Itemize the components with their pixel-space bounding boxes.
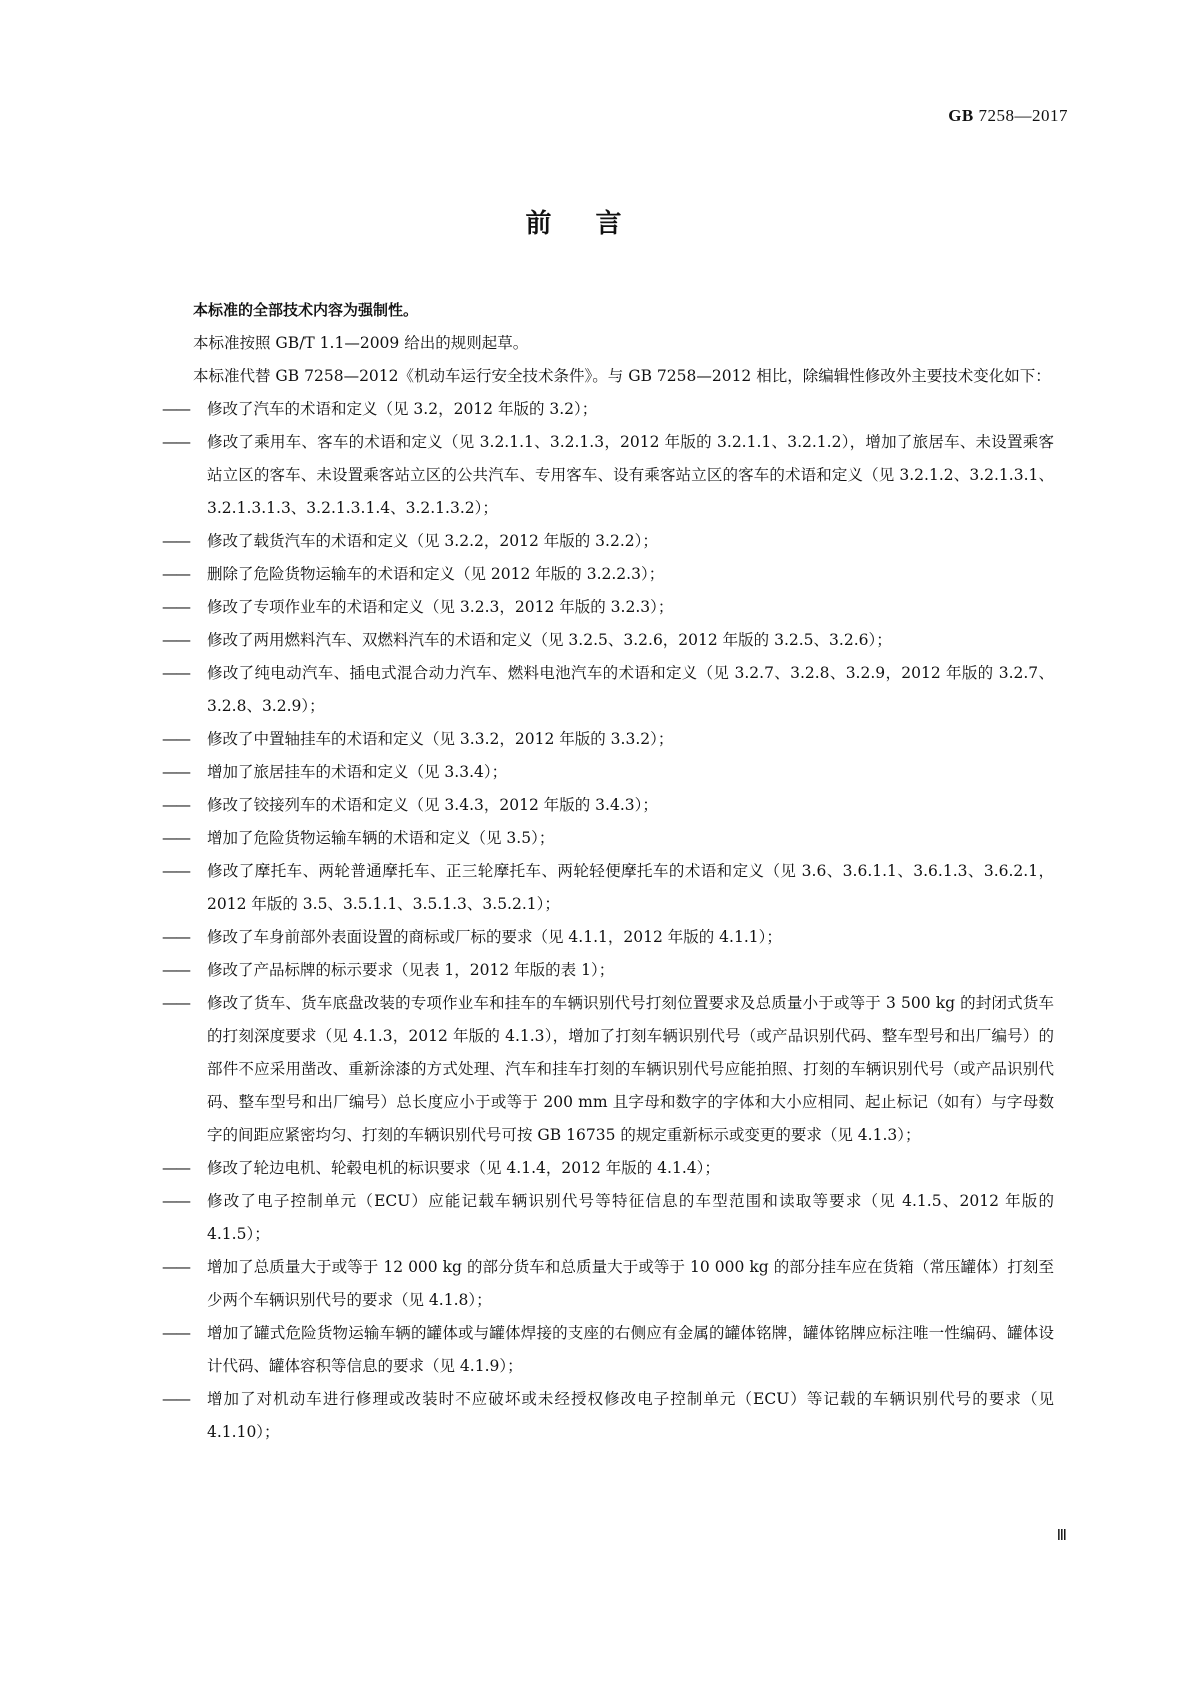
foreword-body — [162, 294, 1054, 1449]
dash-marker: —— — [162, 928, 189, 946]
dash-marker: —— — [162, 1324, 189, 1342]
changes-list — [162, 393, 1054, 1449]
list-item — [162, 1317, 1054, 1383]
list-item-text: 修改了轮边电机、轮毂电机的标识要求（见 4.1.4，2012 年版的 4.1.4）； — [207, 1159, 720, 1177]
mandatory-statement: 本标准的全部技术内容为强制性。 — [193, 301, 419, 319]
list-item-text: 增加了旅居挂车的术语和定义（见 3.3.4）； — [207, 763, 508, 781]
list-item-text: 修改了汽车的术语和定义（见 3.2，2012 年版的 3.2）； — [207, 400, 598, 418]
list-item — [162, 789, 1054, 822]
list-item-text: 修改了纯电动汽车、插电式混合动力汽车、燃料电池汽车的术语和定义（见 3.2.7、3.2.8、3.2.9，2012 年版的 3.2.7、3.2.8、3.2.9）； — [207, 664, 1054, 715]
list-item — [162, 393, 1054, 426]
list-item — [162, 921, 1054, 954]
dash-marker: —— — [162, 994, 189, 1012]
list-item — [162, 855, 1054, 921]
list-item-text: 删除了危险货物运输车的术语和定义（见 2012 年版的 3.2.2.3）； — [207, 565, 665, 583]
list-item-text: 修改了乘用车、客车的术语和定义（见 3.2.1.1、3.2.1.3，2012 年版的 3.2.1.1、3.2.1.2），增加了旅居车、未设置乘客站立区的客车、未设置乘客站立区的公共汽车、专用客车、设有乘客站立区的客车的术语和定义（见 3.2.1.2、3.2.1.3.1、3.2.1.3.1.3、3.2.1.3.1.4、3.2.1.3.2）； — [207, 433, 1054, 517]
standard-code-number: 7258—2017 — [978, 106, 1068, 125]
list-item — [162, 591, 1054, 624]
dash-marker: —— — [162, 1159, 189, 1177]
list-item-text: 修改了产品标牌的标示要求（见表 1，2012 年版的表 1）； — [207, 961, 615, 979]
list-item-text: 修改了铰接列车的术语和定义（见 3.4.3，2012 年版的 3.4.3）； — [207, 796, 658, 814]
drafting-rule-statement: 本标准按照 GB/T 1.1—2009 给出的规则起草。 — [193, 334, 529, 352]
list-item — [162, 1152, 1054, 1185]
list-item-text: 修改了载货汽车的术语和定义（见 3.2.2，2012 年版的 3.2.2）； — [207, 532, 658, 550]
dash-marker: —— — [162, 1258, 189, 1276]
list-item — [162, 624, 1054, 657]
dash-marker: —— — [162, 763, 189, 781]
list-item-text: 修改了电子控制单元（ECU）应能记载车辆识别代号等特征信息的车型范围和读取等要求（见 4.1.5、2012 年版的 4.1.5）； — [207, 1192, 1054, 1243]
page-title: 前言 — [525, 209, 666, 239]
list-item — [162, 1383, 1054, 1449]
list-item-text: 增加了危险货物运输车辆的术语和定义（见 3.5）； — [207, 829, 555, 847]
dash-marker: —— — [162, 796, 189, 814]
standard-code-prefix: GB — [948, 106, 974, 125]
list-item-text: 增加了总质量大于或等于 12 000 kg 的部分货车和总质量大于或等于 10 000 kg 的部分挂车应在货箱（常压罐体）打刻至少两个车辆识别代号的要求（见 4.1.8）； — [207, 1258, 1054, 1309]
list-item-text: 修改了两用燃料汽车、双燃料汽车的术语和定义（见 3.2.5、3.2.6，2012 年版的 3.2.5、3.2.6）； — [207, 631, 892, 649]
list-item — [162, 1185, 1054, 1251]
list-item-text: 修改了摩托车、两轮普通摩托车、正三轮摩托车、两轮轻便摩托车的术语和定义（见 3.6、3.6.1.1、3.6.1.3、3.6.2.1，2012 年版的 3.5、3.5.1.1、3.5.1.3、3.5.2.1）； — [207, 862, 1054, 913]
list-item — [162, 756, 1054, 789]
dash-marker: —— — [162, 565, 189, 583]
list-item — [162, 822, 1054, 855]
dash-marker: —— — [162, 631, 189, 649]
list-item — [162, 954, 1054, 987]
replacement-statement: 本标准代替 GB 7258—2012《机动车运行安全技术条件》。与 GB 7258—2012 相比，除编辑性修改外主要技术变化如下： — [193, 367, 1051, 385]
list-item-text: 修改了货车、货车底盘改装的专项作业车和挂车的车辆识别代号打刻位置要求及总质量小于或等于 3 500 kg 的封闭式货车的打刻深度要求（见 4.1.3，2012 年版的 4.1.3），增加了打刻车辆识别代号（或产品识别代码、整车型号和出厂编号）的部件不应采用凿改、重新涂漆的方式处理、汽车和挂车打刻的车辆识别代号应能拍照、打刻的车辆识别代号（或产品识别代码、整车型号和出厂编号）总长度应小于或等于 200 mm 且字母和数字的字体和大小应相同、起止标记（如有）与字母数字的间距应紧密均匀、打刻的车辆识别代号可按 GB 16735 的规定重新标示或变更的要求（见 4.1.3）； — [207, 994, 1054, 1144]
list-item — [162, 525, 1054, 558]
dash-marker: —— — [162, 1390, 189, 1408]
dash-marker: —— — [162, 862, 189, 880]
dash-marker: —— — [162, 400, 189, 418]
dash-marker: —— — [162, 598, 189, 616]
list-item — [162, 558, 1054, 591]
list-item — [162, 426, 1054, 525]
standard-code — [948, 106, 1068, 126]
dash-marker: —— — [162, 433, 189, 451]
page-number: Ⅲ — [1056, 1528, 1067, 1544]
list-item — [162, 1251, 1054, 1317]
list-item — [162, 657, 1054, 723]
list-item-text: 增加了对机动车进行修理或改装时不应破坏或未经授权修改电子控制单元（ECU）等记载的车辆识别代号的要求（见 4.1.10）； — [207, 1390, 1054, 1441]
list-item-text: 修改了车身前部外表面设置的商标或厂标的要求（见 4.1.1，2012 年版的 4.1.1）； — [207, 928, 782, 946]
list-item-text: 修改了专项作业车的术语和定义（见 3.2.3，2012 年版的 3.2.3）； — [207, 598, 674, 616]
list-item — [162, 723, 1054, 756]
dash-marker: —— — [162, 664, 189, 682]
list-item-text: 增加了罐式危险货物运输车辆的罐体或与罐体焊接的支座的右侧应有金属的罐体铭牌，罐体铭牌应标注唯一性编码、罐体设计代码、罐体容积等信息的要求（见 4.1.9）； — [207, 1324, 1054, 1375]
list-item — [162, 987, 1054, 1152]
dash-marker: —— — [162, 1192, 189, 1210]
dash-marker: —— — [162, 829, 189, 847]
dash-marker: —— — [162, 532, 189, 550]
dash-marker: —— — [162, 730, 189, 748]
dash-marker: —— — [162, 961, 189, 979]
list-item-text: 修改了中置轴挂车的术语和定义（见 3.3.2，2012 年版的 3.3.2）； — [207, 730, 674, 748]
